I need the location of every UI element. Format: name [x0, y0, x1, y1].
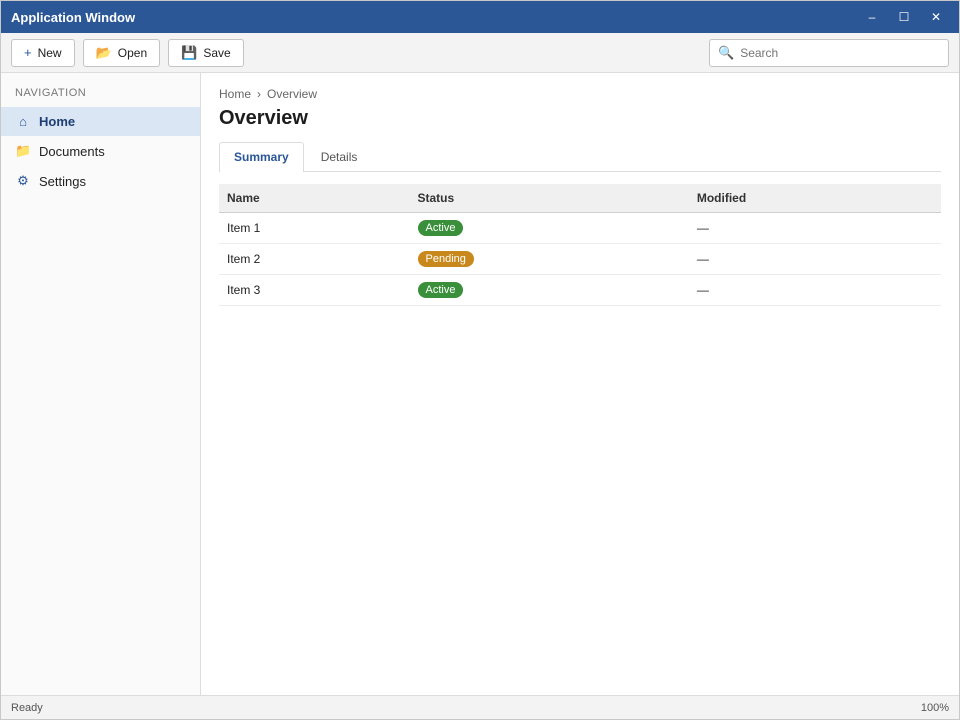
- sidebar-item-documents[interactable]: [1, 136, 200, 166]
- plus-icon: +: [24, 45, 32, 60]
- search-box: [709, 39, 949, 67]
- sidebar-item-home[interactable]: [1, 107, 200, 136]
- table-cell: —: [689, 275, 941, 306]
- status-badge: Active: [418, 282, 464, 298]
- breadcrumb-item[interactable]: Home: [219, 87, 252, 101]
- open-button[interactable]: [83, 39, 161, 67]
- table-row[interactable]: [219, 213, 941, 244]
- sidebar-item-label: Documents: [39, 143, 105, 159]
- maximize-button[interactable]: ☐: [898, 10, 910, 24]
- status-badge: Active: [418, 220, 464, 236]
- save-button-label: Save: [203, 45, 231, 60]
- table-cell: —: [689, 244, 941, 275]
- column-header[interactable]: Name: [219, 184, 410, 213]
- status-badge: Pending: [418, 251, 474, 267]
- new-button[interactable]: [11, 39, 75, 67]
- table-cell: Item 3: [219, 275, 410, 306]
- sidebar: [1, 73, 201, 695]
- status-bar: [1, 695, 959, 719]
- tab-details[interactable]: Details: [320, 150, 358, 164]
- sidebar-heading: NAVIGATION: [15, 87, 87, 99]
- window-title: Application Window: [11, 9, 136, 25]
- data-table: [219, 184, 941, 306]
- search-input[interactable]: [740, 46, 940, 60]
- table-cell: Item 2: [219, 244, 410, 275]
- table-row[interactable]: [219, 244, 941, 275]
- gear-icon: ⚙: [17, 173, 29, 188]
- sidebar-item-label: Home: [39, 114, 76, 129]
- title-bar: [1, 1, 959, 33]
- folder-icon: 📁: [15, 143, 32, 158]
- save-button[interactable]: [168, 39, 244, 67]
- save-icon: 💾: [181, 44, 198, 60]
- column-header[interactable]: Status: [410, 184, 689, 213]
- open-button-label: Open: [117, 45, 148, 60]
- home-icon: ⌂: [19, 114, 27, 129]
- zoom-level[interactable]: 100%: [920, 701, 949, 714]
- body-area: [1, 73, 959, 695]
- table-cell: —: [689, 213, 941, 244]
- table-cell: [410, 275, 689, 306]
- main-content: [201, 73, 959, 695]
- tab-summary[interactable]: Summary: [219, 142, 304, 172]
- toolbar: [1, 33, 959, 73]
- window-controls: [859, 7, 949, 27]
- new-button-label: New: [37, 45, 62, 60]
- table-cell: [410, 244, 689, 275]
- table-cell: [410, 213, 689, 244]
- close-button[interactable]: ✕: [930, 10, 942, 24]
- minimize-button[interactable]: –: [868, 10, 876, 24]
- table-row[interactable]: [219, 275, 941, 306]
- sidebar-item-settings[interactable]: [1, 166, 200, 196]
- sidebar-item-label: Settings: [39, 173, 86, 189]
- breadcrumb: [219, 87, 941, 101]
- tab-bar: [219, 142, 941, 172]
- column-header[interactable]: Modified: [689, 184, 941, 213]
- search-icon: 🔍: [718, 44, 735, 60]
- folder-open-icon: 📂: [95, 44, 112, 60]
- breadcrumb-item: Overview: [267, 87, 318, 101]
- table-cell: Item 1: [219, 213, 410, 244]
- table-header-row: [219, 184, 941, 213]
- status-text: Ready: [11, 701, 43, 714]
- page-title: Overview: [219, 107, 308, 129]
- breadcrumb-separator: ›: [257, 87, 262, 101]
